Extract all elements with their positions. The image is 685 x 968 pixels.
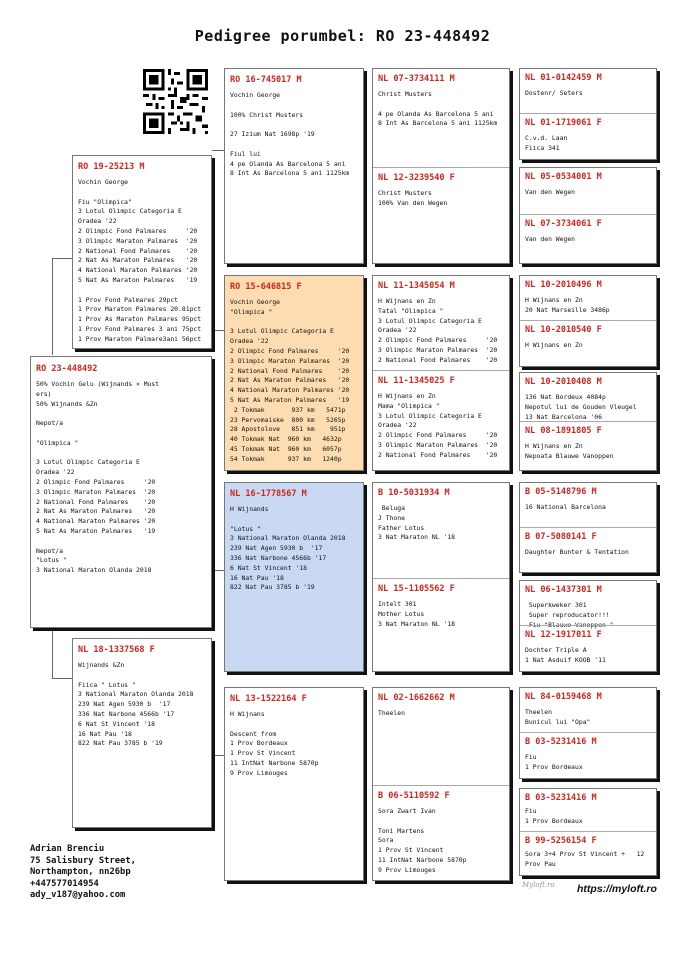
ring-number: RO 23-448492 (36, 364, 98, 374)
card-notes: Dochter Triple A 1 Nat Asduif KOOB '11 (525, 646, 606, 664)
card-notes: Fiu 1 Prov Bordeaux (525, 753, 583, 771)
card-notes: Van den Wegen (525, 188, 576, 196)
ring-number: RO 19-25213 M (78, 162, 145, 172)
dam-dam-card[interactable] (224, 687, 364, 881)
ring-number: B 03-5231416 M (525, 737, 597, 747)
ring-number: NL 10-2010496 M (525, 280, 602, 290)
card-notes: H Wijnans en Zn Nepoata Blauwe Vanoppen (525, 442, 614, 460)
gen3-card[interactable] (372, 68, 510, 264)
card-notes: 50% Vochin Gelu (Wijnands × Must ers) 50% Wijnands &Zn Nepot/a "Olimpica " 3 Lotul Olimpic Categoria E Oradea '22 2 Olimpic Fond Palmares '20 3 Olimpic Maraton Palmares '20 2 National Fond Palmares '20 2 Nat As Maraton Palmares '20 4 National Maraton Palmares '20 5 Nat As Maraton Palmares '19 Nepot/a "Lotus " 3 National Maraton Olanda 2018 (36, 380, 160, 575)
card-notes: H Wijnans en Zn 20 Nat Marseille 3486p (525, 296, 610, 314)
card-notes: Van den Wegen (525, 235, 576, 243)
ring-number: NL 05-0534001 M (525, 172, 602, 182)
card-notes: Intelt 301 Mother Lotus 3 Nat Maraton NL '18 (378, 600, 455, 628)
ring-number: B 06-5110592 F (378, 791, 450, 801)
gen3-card[interactable] (372, 687, 510, 881)
ring-number: NL 10-2010540 F (525, 325, 602, 335)
card-notes: Theelen (378, 709, 405, 717)
ring-number: NL 15-1105562 F (378, 584, 455, 594)
card-notes: Sora Zwart Ivan Toni Martens Sora 1 Prov St Vincent 11 IntNat Narbone 5870p 9 Prov Limouges (378, 807, 467, 874)
gen4-card[interactable] (519, 372, 657, 471)
connector (52, 258, 73, 355)
card-notes: 16 National Barcelona (525, 503, 606, 511)
ring-number: NL 06-1437301 M (525, 585, 602, 595)
card-notes: H Wijnans Descent from 1 Prov Bordeaux 1 Prov St Vincent 11 IntNat Narbone 5870p 9 Prov Limouges (230, 710, 319, 777)
ring-number: NL 10-2010408 M (525, 377, 602, 387)
ring-number: NL 02-1662662 M (378, 693, 455, 703)
card-notes: Superkweker 301 Super reproducator!!! Fiu "Blauwe Vanoppen " (528, 601, 614, 629)
ring-number: B 10-5031934 M (378, 488, 450, 498)
gen4-card[interactable] (519, 482, 657, 573)
ring-number: NL 12-3239540 F (378, 173, 455, 183)
dam-sire-card[interactable] (224, 482, 364, 672)
card-notes: Vochin George Fiu "Olimpica" 3 Lotul Olimpic Categoria E Oradea '22 2 Olimpic Fond Palmares '20 3 Olimpic Maraton Palmares '20 2 National Fond Palmares '20 2 Nat As Maraton Palmares '20 4 National Maraton Palmares '20 5 Nat As Maraton Palmares '19 1 Prov Fond Palmares 29pct 1 Prov Maraton Palmares 20.81pct 1 Prov As Maraton Palmares 95pct 1 Prov Fond Palmares 3 ani 75pct 1 Prov Maraton Palmare3ani 56pct (78, 178, 202, 343)
ring-number: RO 16-745017 M (230, 75, 302, 85)
ring-number: NL 16-1778567 M (230, 489, 307, 499)
ring-number: NL 01-0142459 M (525, 73, 602, 83)
ring-number: NL 18-1337568 F (78, 645, 155, 655)
dam-card[interactable] (72, 638, 212, 828)
gen3-card[interactable] (372, 275, 510, 471)
card-notes: Christ Musters 4 pe Olanda As Barcelona 5 ani 8 Int As Barcelona 5 ani 1125km (378, 90, 498, 128)
connector (212, 330, 224, 331)
sire-dam-card[interactable] (224, 275, 364, 471)
contact-info: Adrian Brenciu 75 Salisbury Street, Northampton, nn26bp +447577014954 ady_v187@yahoo.com (30, 844, 136, 900)
card-notes: Sora 3+4 Prov St Vincent + 12 Prov Pau (525, 850, 645, 868)
card-notes: Theelen Bunicul lui "Opa" (525, 708, 591, 726)
card-notes: Wijnands &Zn Fiica " Lotus " 3 National Maraton Olanda 2018 239 Nat Agen 5930 b '17 336 Nat Narbone 4566b '17 6 Nat St Vincent '18 16 Nat Pau '18 822 Nat Pau 3785 b '19 (78, 661, 194, 748)
card-notes: Beluga J Thone Father Lotus 3 Nat Maraton NL '18 (378, 504, 455, 542)
qr-code (143, 69, 208, 134)
gen4-card[interactable] (519, 68, 657, 160)
card-notes: Daughter Bunter & Tentation (525, 548, 629, 556)
connector (212, 150, 224, 151)
ring-number: NL 07-3734061 F (525, 219, 602, 229)
ring-number: NL 08-1891805 F (525, 426, 602, 436)
card-notes: Vochin George "Olimpica " 3 Lotul Olimpic Categoria E Oradea '22 2 Olimpic Fond Palmares '20 3 Olimpic Maraton Palmares '20 2 National Fond Palmares '20 2 Nat As Maraton Palmares '20 4 National Maraton Palmares '20 5 Nat As Maraton Palmares '19 2 Tokmak 937 km 5471p 23 Pervomaiske 800 km 5265p 28 Apostolove 851 km 951p 40 Tokmak Nat 960 km 4632p 45 Tokmak Nat 960 km 6057p 54 Tokmak 937 km 1240p (230, 298, 350, 463)
connector (212, 570, 224, 571)
ring-number: B 99-5256154 F (525, 836, 597, 846)
ring-number: RO 15-646815 F (230, 282, 302, 292)
ring-number: NL 84-0159468 M (525, 692, 602, 702)
card-notes: Christ Musters 100% Van den Wegen (378, 189, 448, 207)
subject-card[interactable] (30, 356, 212, 628)
signature: Myloft.ro (522, 881, 555, 889)
ring-number: NL 12-1917011 F (525, 630, 602, 640)
website-link[interactable]: https://myloft.ro (577, 883, 657, 895)
sire-sire-card[interactable] (224, 68, 364, 264)
ring-number: NL 11-1345025 F (378, 376, 455, 386)
sire-card[interactable] (72, 155, 212, 349)
card-notes: H Wijnans en Zn Mama "Olimpica " 3 Lotul Olimpic Categoria E Oradea '22 2 Olimpic Fond Palmares '20 3 Olimpic Maraton Palmares '20 2 National Fond Palmares '20 (378, 392, 498, 459)
page-title: Pedigree porumbel: RO 23-448492 (194, 27, 491, 45)
card-notes: Fiu 1 Prov Bordeaux (525, 807, 583, 825)
ring-number: B 05-5148796 M (525, 487, 597, 497)
connector (52, 630, 73, 679)
ring-number: NL 07-3734111 M (378, 74, 455, 84)
gen4-card[interactable] (519, 167, 657, 264)
gen4-card[interactable] (519, 687, 657, 779)
ring-number: NL 11-1345054 M (378, 281, 455, 291)
ring-number: NL 13-1522164 F (230, 694, 307, 704)
ring-number: NL 01-1719061 F (525, 118, 602, 128)
card-notes: Vochin George 100% Christ Musters 27 Izium Nat 1698p '19 Fiul lui 4 pe Olanda As Barcelona 5 ani 8 Int As Barcelona 5 ani 1125km (230, 91, 350, 178)
card-notes: 136 Nat Bordeux 4084p Nepotul lui de Gouden Vleugel 13 Nat Barcelona '06 (525, 393, 637, 421)
card-notes: H Wijnans en Zn (525, 341, 583, 349)
ring-number: B 07-5080141 F (525, 532, 597, 542)
card-notes: C.v.d. Laan Fiica 341 (525, 134, 568, 152)
card-notes: H Wijnands "Lotus " 3 National Maraton Olanda 2018 239 Nat Agen 5930 b '17 336 Nat Narbone 4566b '17 6 Nat St Vincent '18 16 Nat Pau '18 822 Nat Pau 3785 b '19 (230, 505, 346, 592)
gen3-card[interactable] (372, 482, 510, 672)
card-notes: H Wijnans en Zn Tatal "Olimpica " 3 Lotul Olimpic Categoria E Oradea '22 2 Olimpic Fond Palmares '20 3 Olimpic Maraton Palmares '20 2 National Fond Palmares '20 (378, 297, 498, 364)
gen4-card[interactable] (519, 275, 657, 367)
ring-number: B 03-5231416 M (525, 793, 597, 803)
gen4-card[interactable] (519, 580, 657, 672)
card-notes: Dostenr/ Seters (525, 89, 583, 97)
gen4-card[interactable] (519, 788, 657, 876)
connector (212, 755, 224, 756)
